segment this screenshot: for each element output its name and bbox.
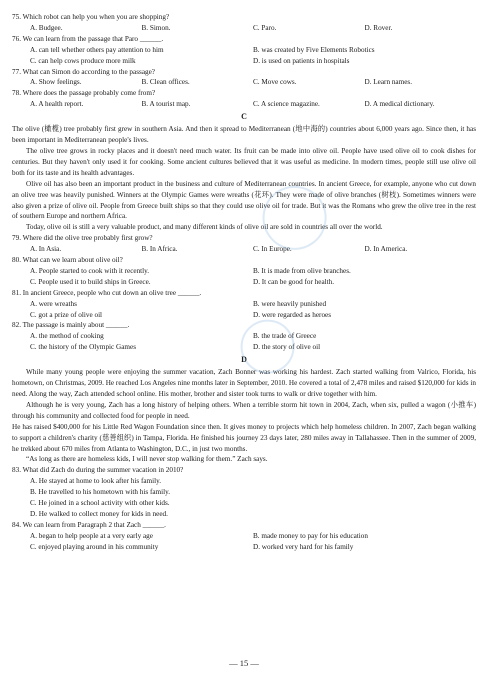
section-d-title: D — [241, 355, 247, 365]
section-c-paragraph-2: The olive tree grows in rocky places and it doesn't need much water. Its fruit can be made into olive oil. People have used olive oil to cook dishes for centuries. But they haven't only used it for cooking. Some ancient cultures believed that it was useful as medicine. In modern times, people still use olive oil both for its taste and its health advantages. — [12, 146, 476, 177]
option-b[interactable]: B. He travelled to his hometown with his family. — [30, 488, 171, 497]
question-75-stem: 75. Which robot can help you when you are shopping? — [12, 13, 170, 21]
option-a[interactable]: A. A health report. — [30, 100, 84, 109]
option-c[interactable]: C. got a prize of olive oil — [30, 310, 103, 319]
option-d[interactable]: D. were regarded as heroes — [253, 310, 332, 319]
option-d[interactable]: D. Rover. — [364, 23, 393, 32]
question-77-stem: 77. What can Simon do according to the passage? — [12, 67, 155, 76]
option-d[interactable]: D. A medical dictionary. — [364, 100, 435, 109]
question-80-stem: 80. What can we learn about olive oil? — [12, 256, 123, 265]
section-c-paragraph-4: Today, olive oil is still a very valuable product, and many different kinds of olive oil are sold in countries all over the world. — [26, 223, 383, 232]
option-d[interactable]: D. is used on patients in hospitals — [253, 56, 350, 65]
option-c[interactable]: C. People used it to build ships in Greece. — [30, 277, 151, 286]
option-b[interactable]: B. A tourist map. — [141, 100, 191, 109]
option-c[interactable]: C. Paro. — [253, 23, 277, 32]
option-c[interactable]: C. enjoyed playing around in his community — [30, 542, 159, 551]
section-c-paragraph-1: The olive (橄榄) tree probably first grew in southern Asia. And then it spread to Mediterranean (地中海的) countries about 6,000 years ago. Since then, it has been important in Mediterranean people's lives. — [12, 125, 476, 145]
question-76-options-row2 — [12, 56, 476, 67]
question-78-stem: 78. Where does the passage probably come from? — [12, 89, 156, 98]
question-79-options — [12, 244, 476, 255]
option-c[interactable]: C. He joined in a school activity with other kids. — [30, 499, 170, 508]
option-b[interactable]: B. In Africa. — [141, 245, 178, 254]
question-81-stem: 81. In ancient Greece, people who cut down an olive tree ______. — [12, 288, 202, 297]
option-b[interactable]: B. It is made from olive branches. — [253, 266, 351, 275]
option-d[interactable]: D. In America. — [364, 245, 408, 254]
section-d-paragraph-4: “As long as there are homeless kids, I will never stop walking for them.” Zach says. — [26, 455, 268, 464]
section-d-paragraph-1: While many young people were enjoying the summer vacation, Zach Bonner was working his hardest. Zach started walking from Valrico, Florida, his hometown, on Christmas, 2009. He reached Los Angeles nine months later in September, 2010. He covered a total of 2,478 miles and raised $120,000 for kids in need. Along the way, Zach attended school online. His mother, brother and sister took turns to walk or drive together with him. — [12, 368, 476, 398]
question-80-options-row2 — [12, 277, 476, 288]
question-84-options-row1 — [12, 531, 476, 542]
option-d[interactable]: D. the story of olive oil — [253, 343, 321, 352]
option-d[interactable]: D. Learn names. — [364, 78, 412, 87]
question-84-stem: 84. We can learn from Paragraph 2 that Zach ______. — [12, 520, 166, 529]
option-b[interactable]: B. made money to pay for his education — [253, 531, 368, 540]
question-77-options — [12, 77, 476, 88]
option-d[interactable]: D. He walked to collect money for kids in need. — [30, 509, 168, 518]
page-number: — 15 — — [229, 658, 259, 668]
option-d[interactable]: D. worked very hard for his family — [253, 542, 354, 551]
option-c[interactable]: C. can help cows produce more milk — [30, 56, 136, 65]
question-76-options-row1 — [12, 45, 476, 56]
option-b[interactable]: B. Simon. — [141, 23, 171, 32]
option-a[interactable]: A. He stayed at home to look after his family. — [30, 477, 162, 486]
question-82-stem: 82. The passage is mainly about ______. — [12, 321, 130, 330]
question-81-options-row1 — [12, 299, 476, 310]
option-a[interactable]: A. began to help people at a very early age — [30, 531, 153, 540]
option-b[interactable]: B. was created by Five Elements Robotics — [253, 45, 375, 54]
question-79-stem: 79. Where did the olive tree probably first grow? — [12, 234, 153, 243]
section-d-paragraph-2: Although he is very young, Zach has a long history of helping others. When a terrible storm hit town in 2004, Zach, when six, pulled a wagon (小推车) through his community and collected food for people in need. — [12, 400, 476, 420]
option-c[interactable]: C. A science magazine. — [253, 100, 320, 109]
option-b[interactable]: B. Clean offices. — [141, 78, 190, 87]
section-c-title: C — [241, 112, 247, 122]
question-84-options-row2 — [12, 542, 476, 553]
option-b[interactable]: B. were heavily punished — [253, 299, 327, 308]
option-d[interactable]: D. It can be good for health. — [253, 277, 335, 286]
question-81-options-row2 — [12, 310, 476, 321]
question-82-options-row1 — [12, 331, 476, 342]
option-b[interactable]: B. the trade of Greece — [253, 332, 317, 341]
question-83-stem: 83. What did Zach do during the summer vacation in 2010? — [12, 466, 184, 475]
option-c[interactable]: C. the history of the Olympic Games — [30, 343, 136, 352]
question-82-options-row2 — [12, 342, 476, 353]
section-d-paragraph-3: He has raised $400,000 for his Little Red Wagon Foundation since then. It gives money to projects which help homeless children. In 2007, Zach began walking to support a children's charity (慈善组织) in Tampa, Florida. He finished his journey 23 days later, 280 miles away in Tallahassee. Then in the summer of 2009, he trekked about 670 miles from Atlanta to Washington, D.C., in just two months. — [12, 422, 476, 453]
question-76-stem: 76. We can learn from the passage that Paro ______. — [12, 34, 164, 43]
option-a[interactable]: A. were wreaths — [30, 299, 77, 308]
question-80-options-row1 — [12, 266, 476, 277]
section-c-paragraph-3: Olive oil has also been an important product in the business and culture of Mediterranean countries. In ancient Greece, for example, anyone who cut down an olive tree was heavily punished. Winners at the Olympic Games were wreaths (花环). They were made of olive branches (树枝). Sometimes winners were also given a prize of olive oil. People from Greece built ships so that they could use olive oil for trade. But it was the Romans who grew the olive tree in the rest of southern Europe and northern Africa. — [12, 179, 476, 221]
option-a[interactable]: A. In Asia. — [30, 245, 62, 254]
option-a[interactable]: A. can tell whether others pay attention to him — [30, 45, 164, 54]
option-c[interactable]: C. In Europe. — [253, 245, 292, 254]
option-a[interactable]: A. Budgee. — [30, 23, 63, 32]
question-75-options — [12, 23, 476, 34]
option-a[interactable]: A. People started to cook with it recently. — [30, 266, 150, 275]
option-c[interactable]: C. Move cows. — [253, 78, 297, 87]
option-a[interactable]: A. Show feelings. — [30, 78, 82, 87]
question-78-options — [12, 99, 476, 110]
option-a[interactable]: A. the method of cooking — [30, 332, 104, 341]
